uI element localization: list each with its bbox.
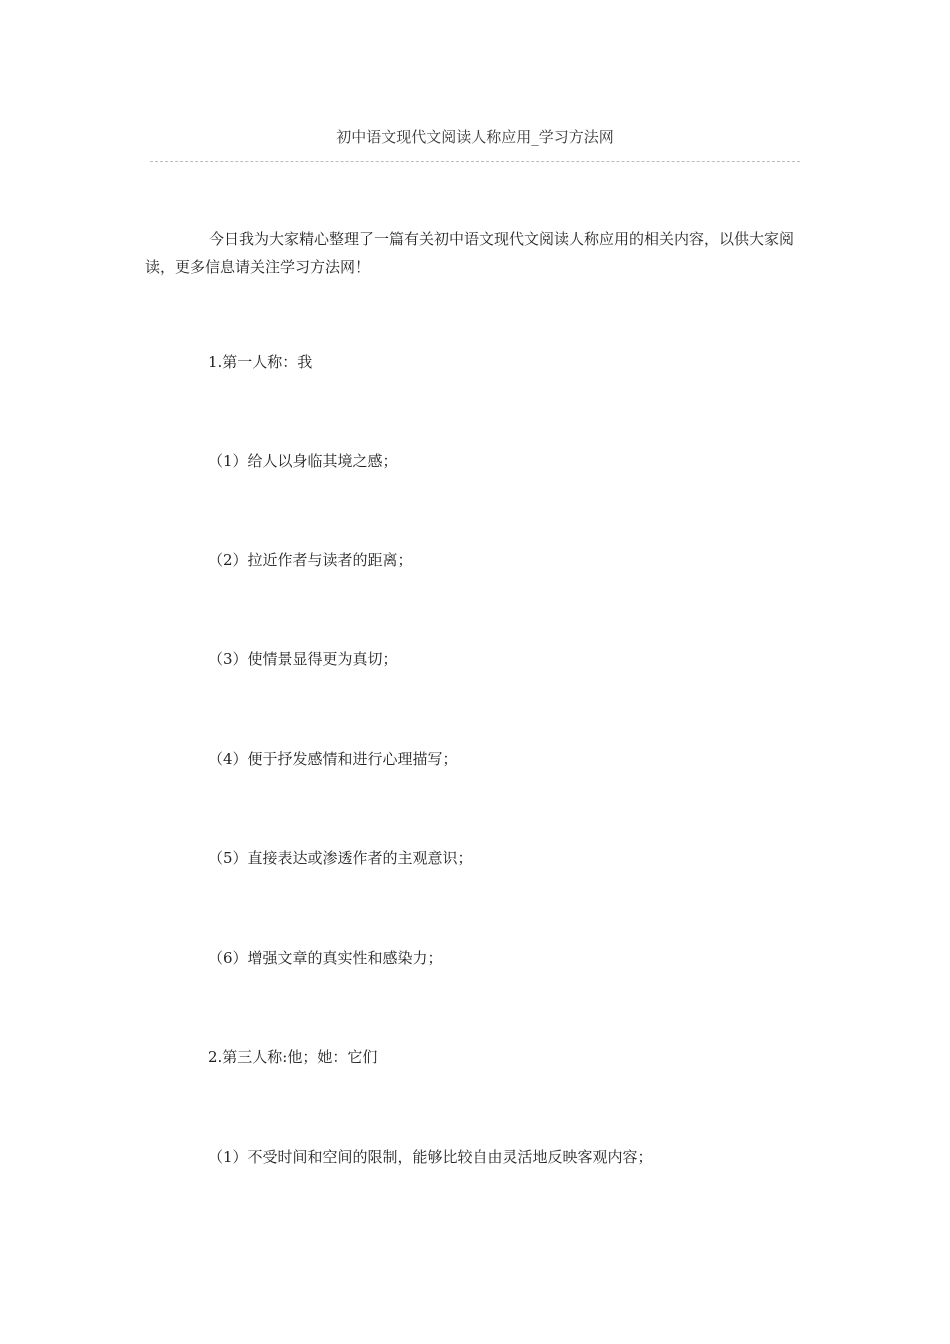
list-item: （4）便于抒发感情和进行心理描写； [208, 750, 458, 768]
title-divider [150, 161, 800, 162]
section-heading-third-person: 2.第三人称:他；她：它们 [208, 1048, 378, 1066]
document-title: 初中语文现代文阅读人称应用_学习方法网 [336, 128, 614, 146]
list-item: （5）直接表达或渗透作者的主观意识； [208, 849, 473, 867]
list-item: （1）不受时间和空间的限制，能够比较自由灵活地反映客观内容； [208, 1148, 653, 1166]
list-item: （2）拉近作者与读者的距离； [208, 551, 413, 569]
list-item: （3）使情景显得更为真切； [208, 650, 398, 668]
list-item: （1）给人以身临其境之感； [208, 452, 398, 470]
section-heading-first-person: 1.第一人称：我 [208, 353, 313, 371]
intro-paragraph: 今日我为大家精心整理了一篇有关初中语文现代文阅读人称应用的相关内容，以供大家阅读，更多信息请关注学习方法网！ [145, 230, 795, 276]
list-item: （6）增强文章的真实性和感染力； [208, 949, 443, 967]
